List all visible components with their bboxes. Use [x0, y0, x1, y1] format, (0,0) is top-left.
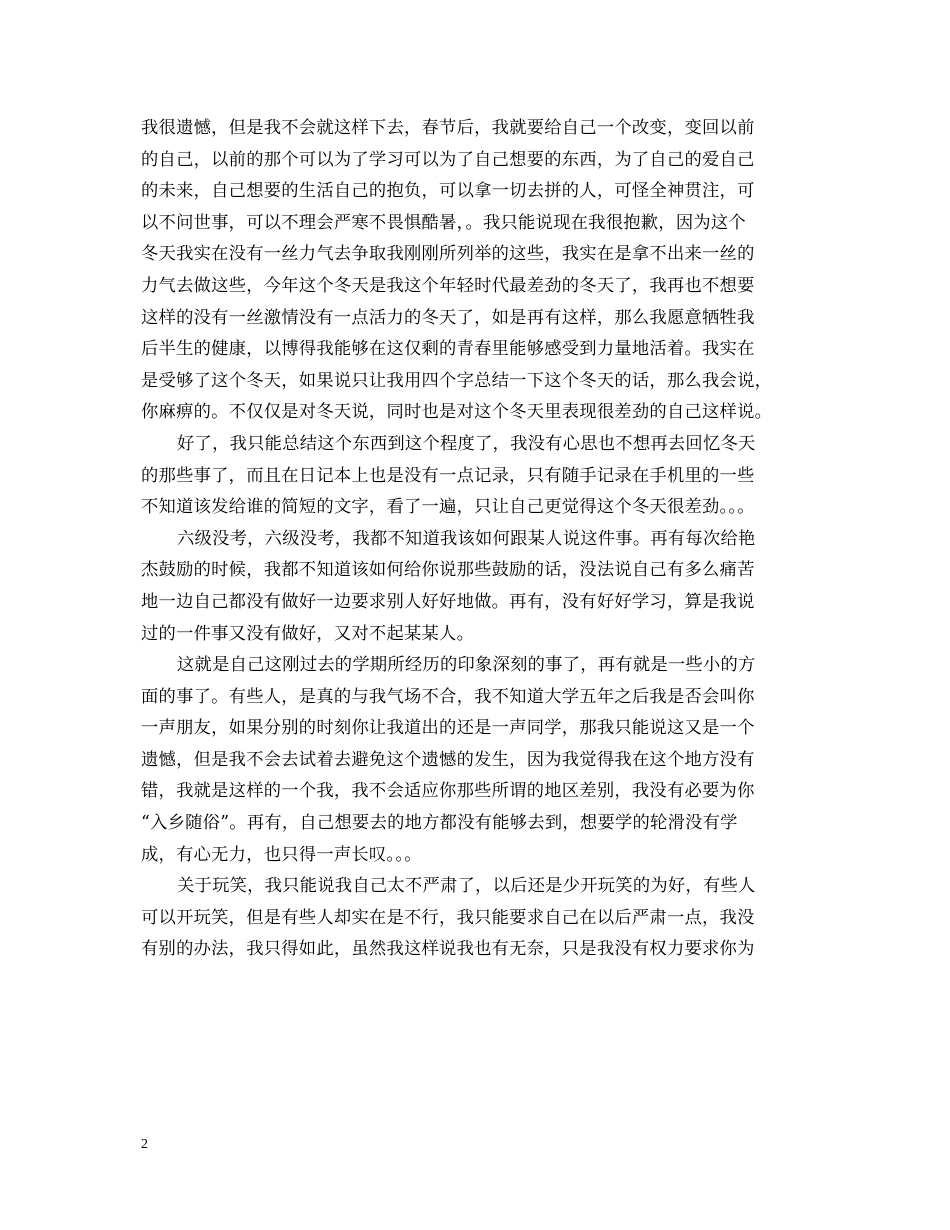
text-line: 的自己，以前的那个可以为了学习可以为了自己想要的东西，为了自己的爱自己	[141, 149, 755, 170]
text-line: 错，我就是这样的一个我，我不会适应你那些所谓的地区差别，我没有必要为你	[141, 781, 755, 802]
text-line: 这样的没有一丝激情没有一点活力的冬天了，如是再有这样，那么我愿意牺牲我	[141, 307, 755, 328]
text-line: 杰鼓励的时候，我都不知道该如何给你说那些鼓励的话，没法说自己有多么痛苦	[141, 560, 755, 581]
text-line: 过的一件事又没有做好，又对不起某某人。	[141, 623, 475, 644]
text-line: 的那些事了，而且在日记本上也是没有一点记录，只有随手记录在手机里的一些	[141, 465, 755, 486]
text-line: 地一边自己都没有做好一边要求别人好好地做。再有，没有好好学习，算是我说	[141, 591, 755, 612]
text-line: 冬天我实在没有一丝力气去争取我刚刚所列举的这些，我实在是拿不出来一丝的	[141, 244, 755, 265]
text-line: 有别的办法，我只得如此，虽然我这样说我也有无奈，只是我没有权力要求你为	[141, 939, 755, 960]
text-line: 面的事了。有些人，是真的与我气场不合，我不知道大学五年之后我是否会叫你	[141, 686, 755, 707]
page-number: 2	[141, 1137, 148, 1152]
text-line: 遗憾，但是我不会去试着去避免这个遗憾的发生，因为我觉得我在这个地方没有	[141, 749, 755, 770]
text-line: 以不问世事，可以不理会严寒不畏惧酷暑，。我只能说现在我很抱歉，因为这个	[141, 212, 746, 233]
text-line: 后半生的健康，以博得我能够在这仅剩的青春里能够感受到力量地活着。我实在	[141, 339, 755, 360]
text-line: 六级没考，六级没考，我都不知道我该如何跟某人说这件事。再有每次给艳	[177, 528, 756, 549]
text-line: 我很遗憾，但是我不会就这样下去，春节后，我就要给自己一个改变，变回以前	[141, 118, 755, 138]
text-line: 力气去做这些，今年这个冬天是我这个年轻时代最差劲的冬天了，我再也不想要	[141, 275, 755, 296]
text-line: 好了，我只能总结这个东西到这个程度了，我没有心思也不想再去回忆冬天	[177, 433, 756, 454]
text-line: 不知道该发给谁的简短的文字，看了一遍，只让自己更觉得这个冬天很差劲。。。	[141, 497, 755, 518]
text-line: 一声朋友，如果分别的时刻你让我道出的还是一声同学，那我只能说这又是一个	[141, 718, 755, 739]
text-line: 的未来，自己想要的生活自己的抱负，可以拿一切去拼的人，可怪全神贯注，可	[141, 181, 755, 202]
text-line: 成，有心无力，也只得一声长叹。。。	[141, 844, 422, 865]
text-line: 这就是自己这刚过去的学期所经历的印象深刻的事了，再有就是一些小的方	[177, 655, 756, 676]
text-line: 是受够了这个冬天，如果说只让我用四个字总结一下这个冬天的话，那么我会说，	[141, 370, 773, 391]
text-line: “入乡随俗”。再有，自己想要去的地方都没有能够去到，想要学的轮滑没有学	[141, 813, 738, 834]
text-line: 你麻痹的。不仅仅是对冬天说，同时也是对这个冬天里表现很差劲的自己这样说。	[141, 402, 773, 423]
text-line: 关于玩笑，我只能说我自己太不严肃了，以后还是少开玩笑的为好，有些人	[177, 876, 756, 897]
text-line: 可以开玩笑，但是有些人却实在是不行，我只能要求自己在以后严肃一点，我没	[141, 907, 755, 928]
document-body	[141, 113, 821, 966]
